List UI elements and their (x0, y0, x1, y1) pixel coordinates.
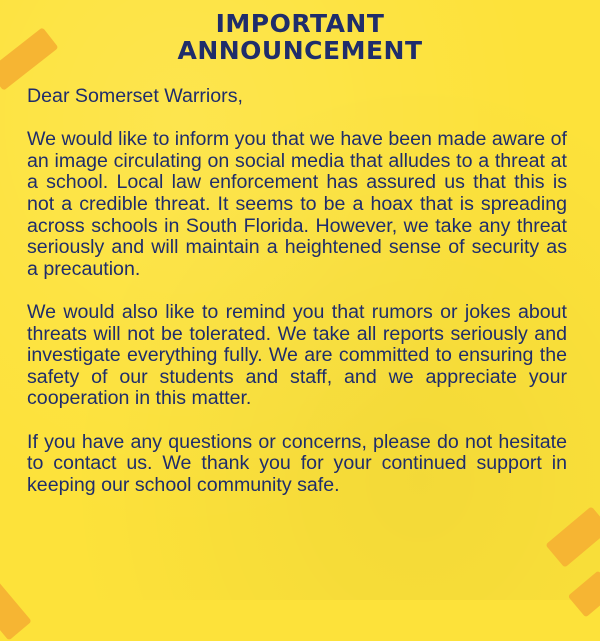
tape-right (545, 506, 600, 568)
tape-bottom-right (568, 570, 600, 617)
announcement-body (27, 86, 567, 496)
announcement-title (0, 10, 600, 64)
title-line-2: ANNOUNCEMENT (177, 36, 423, 65)
tape-bottom-left (0, 575, 32, 640)
title-line-1: IMPORTANT (215, 9, 385, 38)
paragraph-2: We would also like to remind you that rumors or jokes about threats will not be tolerated. We take all reports seriously and investigate everything fully. We are committed to ensuring the safety of our students and staff, and we appreciate your cooperation in this matter. (27, 300, 567, 410)
paragraph-3: If you have any questions or concerns, please do not hesitate to contact us. We thank you for your continued support in keeping our school community safe. (27, 430, 567, 496)
paragraph-1: We would like to inform you that we have been made aware of an image circulating on social media that alludes to a threat at a school. Local law enforcement has assured us that this is not a credible threat. It seems to be a hoax that is spreading across schools in South Florida. However, we take any threat seriously and will maintain a heightened sense of security as a precaution. (27, 128, 567, 280)
greeting: Dear Somerset Warriors, (27, 85, 243, 107)
